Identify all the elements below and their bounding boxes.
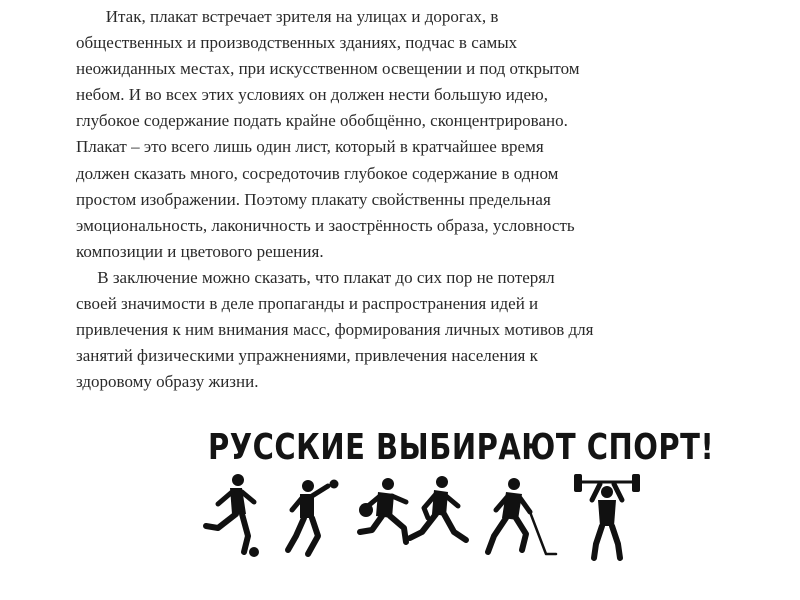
- soccer-player-icon: [206, 474, 259, 557]
- poster-headline: РУССКИЕ ВЫБИРАЮТ СПОРТ!: [208, 426, 715, 468]
- article-line: простом изображении. Поэтому плакату свойственны предельная: [76, 189, 551, 209]
- article-line: привлечения к ним внимания масс, формирования личных мотивов для: [76, 320, 594, 340]
- article-line: своей значимости в деле пропаганды и распространения идей и: [76, 294, 539, 314]
- weightlifter-icon: [574, 474, 640, 558]
- article-line: композиции и цветового решения.: [76, 241, 324, 261]
- article-text: [76, 4, 766, 395]
- volleyball-player-icon: [288, 480, 339, 555]
- basketball-player-icon: [359, 478, 406, 542]
- article-line: занятий физическими упражнениями, привлечения населения к: [76, 346, 538, 366]
- article-line: здоровому образу жизни.: [76, 372, 259, 392]
- article-line: В заключение можно сказать, что плакат до сих пор не потерял: [76, 267, 555, 287]
- article-line: Итак, плакат встречает зрителя на улицах и дорогах, в: [76, 7, 499, 26]
- hockey-player-icon: [488, 478, 556, 554]
- article-line: небом. И во всех этих условиях он должен нести большую идею,: [76, 85, 548, 105]
- article-line: общественных и производственных зданиях, подчас в самых: [76, 33, 518, 53]
- sport-silhouettes: [196, 470, 646, 570]
- article-line: эмоциональность, лаконичность и заострённость образа, условность: [76, 215, 575, 235]
- article-line: Плакат – это всего лишь один лист, который в кратчайшее время: [76, 137, 544, 157]
- runner-icon: [410, 476, 466, 540]
- article-line: глубокое содержание подать крайне обобщённо, сконцентрировано.: [76, 111, 568, 131]
- article-line: должен сказать много, сосредоточив глубокое содержание в одном: [76, 163, 559, 183]
- article-line: неожиданных местах, при искусственном освещении и под открытом: [76, 59, 580, 79]
